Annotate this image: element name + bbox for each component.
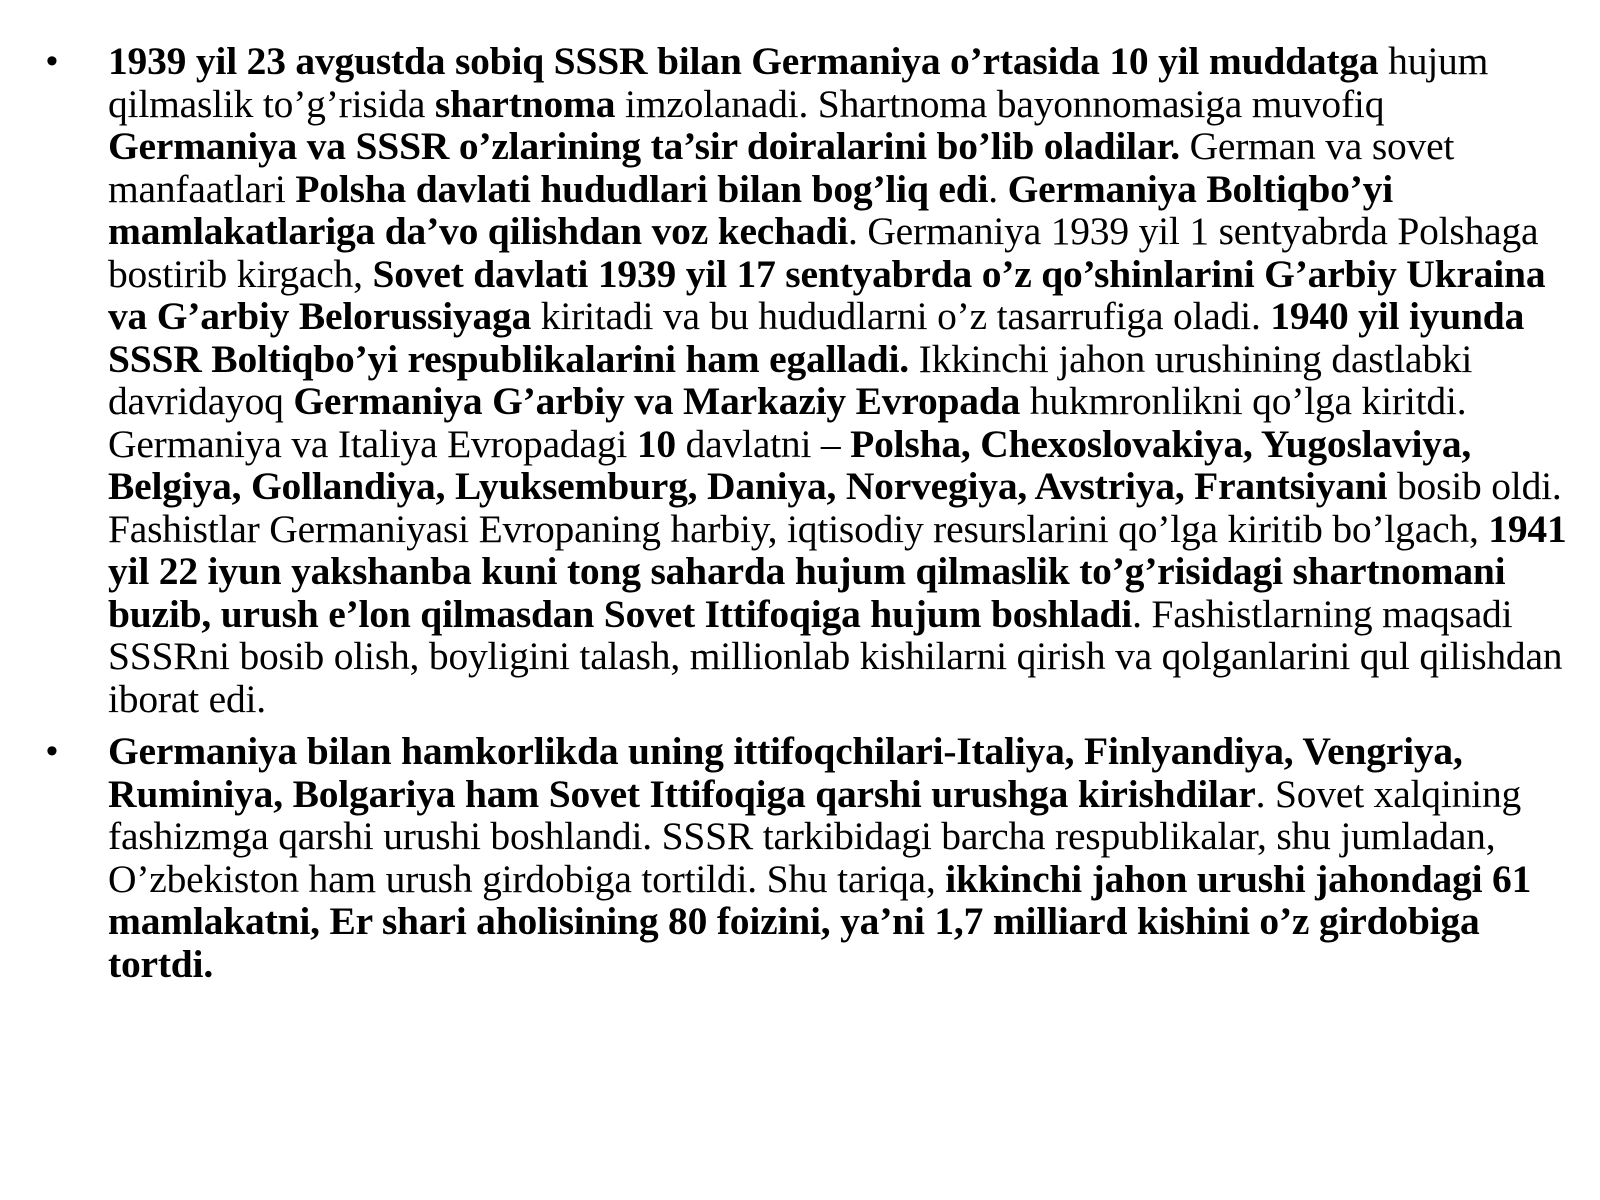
text-bold: shartnoma: [434, 81, 616, 126]
text-bold: 1940 yil iyunda SSSR Boltiqbo’yi respublikalarini ham egalladi.: [108, 294, 1525, 381]
text-normal: imzolanadi. Shartnoma bayonnomasiga muvofiq: [615, 81, 1385, 126]
text-normal: davlatni –: [675, 421, 851, 466]
text-bold: 10: [636, 421, 676, 466]
paragraph-text: [108, 39, 1567, 721]
text-bold: Germaniya Boltiqbo’yi mamlakatlariga da’vo qilishdan voz kechadi: [108, 166, 1393, 253]
text-bold: Germaniya bilan hamkorlikda uning ittifoqchilari-Italiya, Finlyandiya, Vengriya, Ruminiya, Bolgariya ham Sovet Ittifoqiga qarshi urushga kirishdilar: [108, 729, 1463, 816]
text-normal: .: [988, 166, 1008, 211]
text-normal: hujum qilmaslik to’g’risida: [108, 39, 1489, 126]
text-bold: Germaniya va SSSR o’zlarining ta’sir doiralarini bo’lib oladilar.: [108, 124, 1180, 168]
bullet-paragraph-2: [46, 730, 1571, 985]
text-normal: . Sovet xalqining fashizmga qarshi urushi boshlandi. SSSR tarkibidagi barcha respublikalar, shu jumladan, O’zbekiston ham urush girdobiga tortildi. Shu tariqa,: [108, 771, 1522, 901]
text-normal: kiritadi va bu hududlarni o’z tasarrufiga oladi.: [531, 294, 1271, 338]
text-bold: Polsha, Chexoslovakiya, Yugoslaviya, Belgiya, Gollandiya, Lyuksemburg, Daniya, Norvegiya, Avstriya, Frantsiyani: [108, 421, 1472, 508]
text-bold: Germaniya G’arbiy va Markaziy Evropada: [293, 379, 1021, 423]
bullet-paragraph-1: [46, 40, 1571, 720]
text-bold: Polsha davlati hududlari bilan bog’liq edi: [295, 166, 989, 211]
text-normal: German va sovet manfaatlari: [108, 124, 1455, 211]
text-normal: hukmronlikni qo’lga kiritdi. Germaniya va Italiya Evropadagi: [108, 379, 1467, 466]
bullet-dot-icon: •: [46, 42, 58, 80]
text-bold: Sovet davlati 1939 yil 17 sentyabrda o’z qo’shinlarini G’arbiy Ukraina va G’arbiy Belorussiyaga: [108, 251, 1546, 338]
paragraph-text: [108, 729, 1531, 986]
text-normal: bosib oldi. Fashistlar Germaniyasi Evropaning harbiy, iqtisodiy resurslarini qo’lga kiritib bo’lgach,: [108, 464, 1562, 551]
text-normal: . Germaniya 1939 yil 1 sentyabrda Polshaga bostirib kirgach,: [108, 209, 1539, 296]
text-bold: ikkinchi jahon urushi jahondagi 61 mamlakatni, Er shari aholisining 80 foizini, ya’ni 1,7 milliard kishini o’z girdobiga tortdi.: [108, 856, 1532, 986]
text-bold: 1941 yil 22 iyun yakshanba kuni tong saharda hujum qilmaslik to’g’risidagi shartnomani buzib, urush e’lon qilmasdan Sovet Ittifoqiga hujum boshladi: [108, 506, 1567, 636]
text-normal: Ikkinchi jahon urushining dastlabki davridayoq: [108, 336, 1473, 423]
text-normal: . Fashistlarning maqsadi SSSRni bosib olish, boyligini talash, millionlab kishilarni qirish va qolganlarini qul qilishdan iborat edi.: [108, 591, 1563, 721]
bullet-dot-icon: •: [46, 732, 58, 770]
text-bold: 1939 yil 23 avgustda sobiq SSSR bilan Germaniya o’rtasida 10 yil muddatga: [108, 39, 1379, 83]
bullet-list: [46, 40, 1571, 995]
